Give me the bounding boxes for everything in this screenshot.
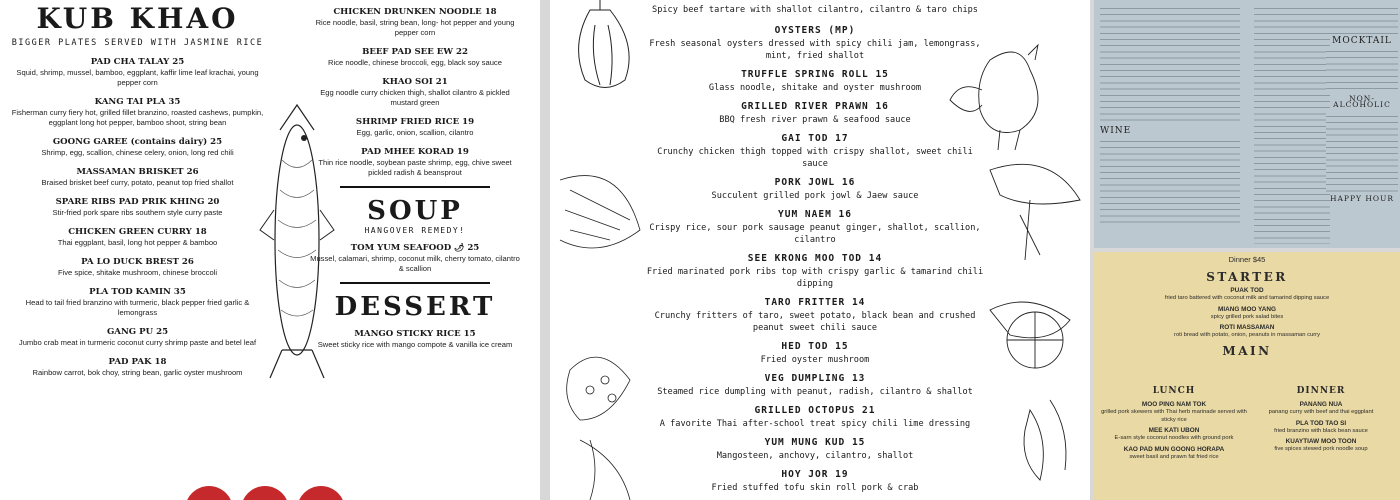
menu-item-price: 26 xyxy=(186,167,199,177)
menu-item-name: GOONG GAREE (contains dairy) xyxy=(52,137,208,147)
menu-item-desc: Fresh seasonal oysters dressed with spicy chili jam, lemongrass, mint, fried shallot xyxy=(649,39,981,61)
menu-item xyxy=(0,196,275,218)
menu-item-desc: E-sarn style coconut noodles with ground pork xyxy=(1114,435,1234,441)
menu-item-desc: fried taro battered with coconut milk and tamarind dipping sauce xyxy=(1164,295,1330,301)
menu-item-desc: Fried stuffed tofu skin roll pork & crab xyxy=(711,483,919,493)
menu-item-price: 25 xyxy=(156,327,169,337)
menu-item xyxy=(0,326,275,348)
menu-item xyxy=(1099,446,1249,462)
menu-item xyxy=(645,468,985,494)
menu-item xyxy=(0,256,275,278)
menu-item xyxy=(1099,427,1249,443)
dinner-column xyxy=(1246,384,1396,454)
menu-item-price: 25 xyxy=(172,57,185,67)
menu-item-price: 18 xyxy=(194,227,207,237)
menu-item-desc: Thin rice noodle, soybean paste shrimp, egg, chive sweet pickled radish & beansprout xyxy=(318,158,512,177)
menu-item-desc: Five spice, shitake mushroom, chinese broccoli xyxy=(57,268,218,277)
menu-item-price: 20 xyxy=(207,197,220,207)
menu-item-desc: Crunchy fritters of taro, sweet potato, black bean and crushed peanut sweet chili sauce xyxy=(654,311,976,333)
menu-panel-mains xyxy=(0,0,540,500)
badge-circle xyxy=(241,486,289,500)
badge-circle xyxy=(185,486,233,500)
badge-circle xyxy=(297,486,345,500)
menu-item-name: PA LO DUCK BREST xyxy=(81,257,179,267)
restaurant-brand: KUB KHAO xyxy=(36,2,239,35)
menu-item xyxy=(0,96,275,128)
menu-panel-small-plates xyxy=(550,0,1090,500)
menu-item-name: GANG PU xyxy=(106,327,154,337)
main-heading: MAIN xyxy=(1222,343,1272,358)
menu-item-name: KAO PAD MUN GOONG HORAPA xyxy=(1123,445,1225,453)
menu-item-name: MASSAMAN BRISKET xyxy=(76,167,184,177)
menu-item-desc: Fried oyster mushroom xyxy=(760,355,870,365)
menu-item xyxy=(0,226,275,248)
menu-item-name: SPARE RIBS PAD PRIK KHING xyxy=(55,197,205,207)
menu-item xyxy=(300,146,530,178)
menu-item-price: 35 xyxy=(173,287,186,297)
mocktail-heading: MOCKTAIL xyxy=(1332,36,1392,46)
menu-item xyxy=(300,46,530,68)
menu-item-name: KANG TAI PLA xyxy=(94,97,166,107)
mocktail-column xyxy=(1326,4,1398,205)
menu-item-desc: Fisherman curry fiery hot, grilled fillet branzino, roasted cashews, pumpkin, eggplant long hot pepper, bamboo shoot, string bean xyxy=(11,108,264,127)
menu-item-name: KHAO SOI xyxy=(382,77,433,87)
menu-item-desc: spicy grilled pork salad bites xyxy=(1210,313,1284,320)
starter-heading: STARTER xyxy=(1206,270,1288,284)
dessert-dish: MANGO STICKY RICE 15 Sweet sticky rice with mango compote & vanilla ice cream xyxy=(317,329,513,349)
menu-item-desc: Steamed rice dumpling with peanut, radish, cilantro & shallot xyxy=(657,387,973,397)
menu-item-name: SHRIMP FRIED RICE xyxy=(355,117,460,127)
menu-item-desc: Egg, garlic, onion, scallion, cilantro xyxy=(356,128,474,137)
menu-item-desc: roti bread with potato, onion, peanuts in massaman curry xyxy=(1174,332,1320,338)
menu-item-name: OYSTERS (MP) xyxy=(774,25,856,36)
menu-item-desc: five spices stewed pork noodle soup xyxy=(1274,446,1368,452)
small-plates-column xyxy=(645,0,985,500)
menu-item xyxy=(0,136,275,158)
menu-item-desc: Shrimp, egg, scallion, chinese celery, onion, long red chili xyxy=(41,148,234,157)
menu-item xyxy=(645,100,985,126)
menu-item-name: MIANG MOO YANG xyxy=(1218,305,1276,313)
wine-list xyxy=(1100,137,1240,227)
wine-heading: WINE xyxy=(1100,126,1132,136)
menu-item xyxy=(1246,401,1396,417)
first-dish-desc: Spicy beef tartare with shallot cilantro, cilantro & taro chips xyxy=(652,5,978,15)
menu-item-name: PAD PAK xyxy=(108,357,152,367)
menu-item-desc: grilled pork skewers with Thai herb marinade served with sticky rice xyxy=(1101,409,1247,423)
menu-item-name: PANANG NUA xyxy=(1299,401,1343,408)
menu-item xyxy=(645,340,985,366)
non-alcoholic-heading: NON-ALCOHOLIC xyxy=(1333,94,1391,110)
menu-item xyxy=(645,372,985,398)
menu-item xyxy=(1094,287,1400,303)
menu-item xyxy=(645,68,985,94)
menu-item-desc: Thai eggplant, basil, long hot pepper & bamboo xyxy=(57,238,218,247)
spirits-column xyxy=(1254,4,1330,244)
menu-item xyxy=(645,252,985,290)
menu-item-desc: Rice noodle, basil, string bean, long- hot pepper and young pepper corn xyxy=(315,18,515,37)
menu-item-name: PLA TOD TAO SI xyxy=(1295,419,1347,427)
menu-item-desc: BBQ fresh river prawn & seafood sauce xyxy=(719,115,911,125)
menu-item-desc: sweet basil and prawn fat fried rice xyxy=(1129,453,1219,460)
menu-item-desc: Squid, shrimp, mussel, bamboo, eggplant, kaffir lime leaf krachai, young pepper corn xyxy=(16,68,259,87)
menu-item-price: 19 xyxy=(462,117,475,127)
menu-item-desc: Mangosteen, anchovy, cilantro, shallot xyxy=(716,451,914,461)
menu-item-price: 18 xyxy=(154,357,167,367)
noodle-soup-dessert-column xyxy=(300,0,530,358)
menu-item xyxy=(645,132,985,170)
onion-icon xyxy=(579,0,630,88)
drinks-left-column xyxy=(1100,4,1240,227)
menu-item xyxy=(1099,401,1249,424)
menu-item-name: MOO PING NAM TOK xyxy=(1141,401,1207,408)
menu-item xyxy=(645,176,985,202)
menu-panel-prix-fixe xyxy=(1094,252,1400,500)
menu-item-name: CHICKEN GREEN CURRY xyxy=(68,227,192,237)
menu-item-name: BEEF PAD SEE EW xyxy=(362,47,453,57)
menu-item xyxy=(1094,324,1400,340)
menu-item-name: HED TOD 15 xyxy=(781,341,849,352)
prix-fixe-price: Dinner $45 xyxy=(1228,255,1266,264)
red-badges xyxy=(185,486,345,500)
menu-item xyxy=(0,286,275,318)
menu-item xyxy=(645,24,985,62)
menu-item-desc: Glass noodle, shitake and oyster mushroom xyxy=(708,83,922,93)
menu-item-name: TRUFFLE SPRING ROLL 15 xyxy=(741,69,889,80)
menu-item-desc: Head to tail fried branzino with turmeric, black pepper fried garlic & lemongrass xyxy=(25,298,250,317)
menu-item xyxy=(645,208,985,246)
menu-item-price: 18 xyxy=(484,7,497,17)
divider xyxy=(340,186,490,188)
menu-item-name: GAI TOD 17 xyxy=(781,133,849,144)
menu-item xyxy=(300,76,530,108)
menu-item-desc: Rainbow carrot, bok choy, string bean, garlic oyster mushroom xyxy=(32,368,243,377)
menu-item-name: VEG DUMPLING 13 xyxy=(764,373,866,384)
menu-item-name: PAD MHEE KORAD xyxy=(361,147,454,157)
menu-item-name: TARO FRITTER 14 xyxy=(764,297,866,308)
menu-item-name: PAD CHA TALAY xyxy=(90,57,170,67)
menu-item xyxy=(1094,306,1400,322)
soup-heading: SOUP xyxy=(367,196,463,226)
happy-hour-heading: HAPPY HOUR xyxy=(1329,193,1395,203)
menu-item-name: KUAYTIAW MOO TOON xyxy=(1285,438,1357,445)
menu-item-name: GRILLED OCTOPUS 21 xyxy=(754,405,876,416)
menu-item-name: CHICKEN DRUNKEN NOODLE xyxy=(333,7,482,17)
menu-item xyxy=(300,116,530,138)
menu-item-name: ROTI MASSAMAN xyxy=(1219,324,1275,331)
menu-panel-drinks xyxy=(1094,0,1400,248)
menu-item xyxy=(645,436,985,462)
lunch-column xyxy=(1099,384,1249,461)
dessert-heading: DESSERT xyxy=(334,292,496,322)
divider xyxy=(340,282,490,284)
soup-subtitle: HANGOVER REMEDY! xyxy=(364,226,466,235)
dinner-heading: DINNER xyxy=(1296,386,1346,396)
menu-item-desc: Stir-fried pork spare ribs southern style curry paste xyxy=(52,208,223,217)
cocktail-list xyxy=(1100,4,1240,124)
menu-item-desc: Fried marinated pork ribs top with crispy garlic & tamarind chili dipping xyxy=(646,267,984,289)
menu-item-name: SEE KRONG MOO TOD 14 xyxy=(747,253,883,264)
menu-item-price: 19 xyxy=(456,147,469,157)
menu-item-price: 22 xyxy=(455,47,468,57)
menu-item-name: PLA TOD KAMIN xyxy=(89,287,171,297)
menu-item-desc: Crispy rice, sour pork sausage peanut ginger, shallot, scallion, cilantro xyxy=(649,223,981,245)
menu-item-name: GRILLED RIVER PRAWN 16 xyxy=(741,101,889,112)
menu-item xyxy=(300,6,530,38)
menu-item-desc: fried branzino with black bean sauce xyxy=(1274,427,1368,434)
menu-item xyxy=(645,404,985,430)
menu-item-name: HOY JOR 19 xyxy=(781,469,849,480)
soup-dish: TOM YUM SEAFOOD 🌶 25 Mussel, calamari, shrimp, coconut milk, cherry tomato, cilantro & scallion xyxy=(310,242,520,273)
menu-item-desc: Succulent grilled pork jowl & Jaew sauce xyxy=(711,191,919,201)
menu-item-desc: Rice noodle, chinese broccoli, egg, black soy sauce xyxy=(328,58,502,67)
menu-item-desc: Jumbo crab meat in turmeric coconut curry shrimp paste and betel leaf xyxy=(18,338,257,347)
menu-item xyxy=(645,296,985,334)
menu-item xyxy=(0,166,275,188)
menu-item-desc: Crunchy chicken thigh topped with crispy shallot, sweet chili sauce xyxy=(657,147,973,169)
menu-item-price: 25 xyxy=(210,137,223,147)
chili-icon: 🌶 xyxy=(454,242,465,252)
menu-item-desc: Braised brisket beef curry, potato, peanut top fried shallot xyxy=(41,178,234,187)
menu-item-price: 35 xyxy=(168,97,181,107)
menu-item-name: YUM MUNG KUD 15 xyxy=(764,437,866,448)
menu-item-desc: panang curry with beef and thai eggplant xyxy=(1268,409,1374,415)
menu-item-price: 21 xyxy=(435,77,448,87)
menu-item xyxy=(0,356,275,378)
brand-subtitle: BIGGER PLATES SERVED WITH JASMINE RICE xyxy=(11,38,264,48)
menu-item-desc: Egg noodle curry chicken thigh, shallot cilantro & pickled mustard green xyxy=(320,88,510,107)
lunch-heading: LUNCH xyxy=(1152,386,1196,396)
menu-item-price: 26 xyxy=(181,257,194,267)
menu-item xyxy=(1246,438,1396,454)
menu-item-desc: A favorite Thai after-school treat spicy chili lime dressing xyxy=(659,419,971,429)
menu-item-name: MEE KATI UBON xyxy=(1148,427,1200,434)
menu-item-name: PORK JOWL 16 xyxy=(774,177,856,188)
mains-column xyxy=(0,0,275,386)
menu-item xyxy=(0,56,275,88)
menu-item-name: YUM NAEM 16 xyxy=(778,209,852,220)
menu-item xyxy=(1246,420,1396,436)
menu-item-name: PUAK TOD xyxy=(1230,287,1264,294)
spirits-list xyxy=(1254,4,1330,244)
